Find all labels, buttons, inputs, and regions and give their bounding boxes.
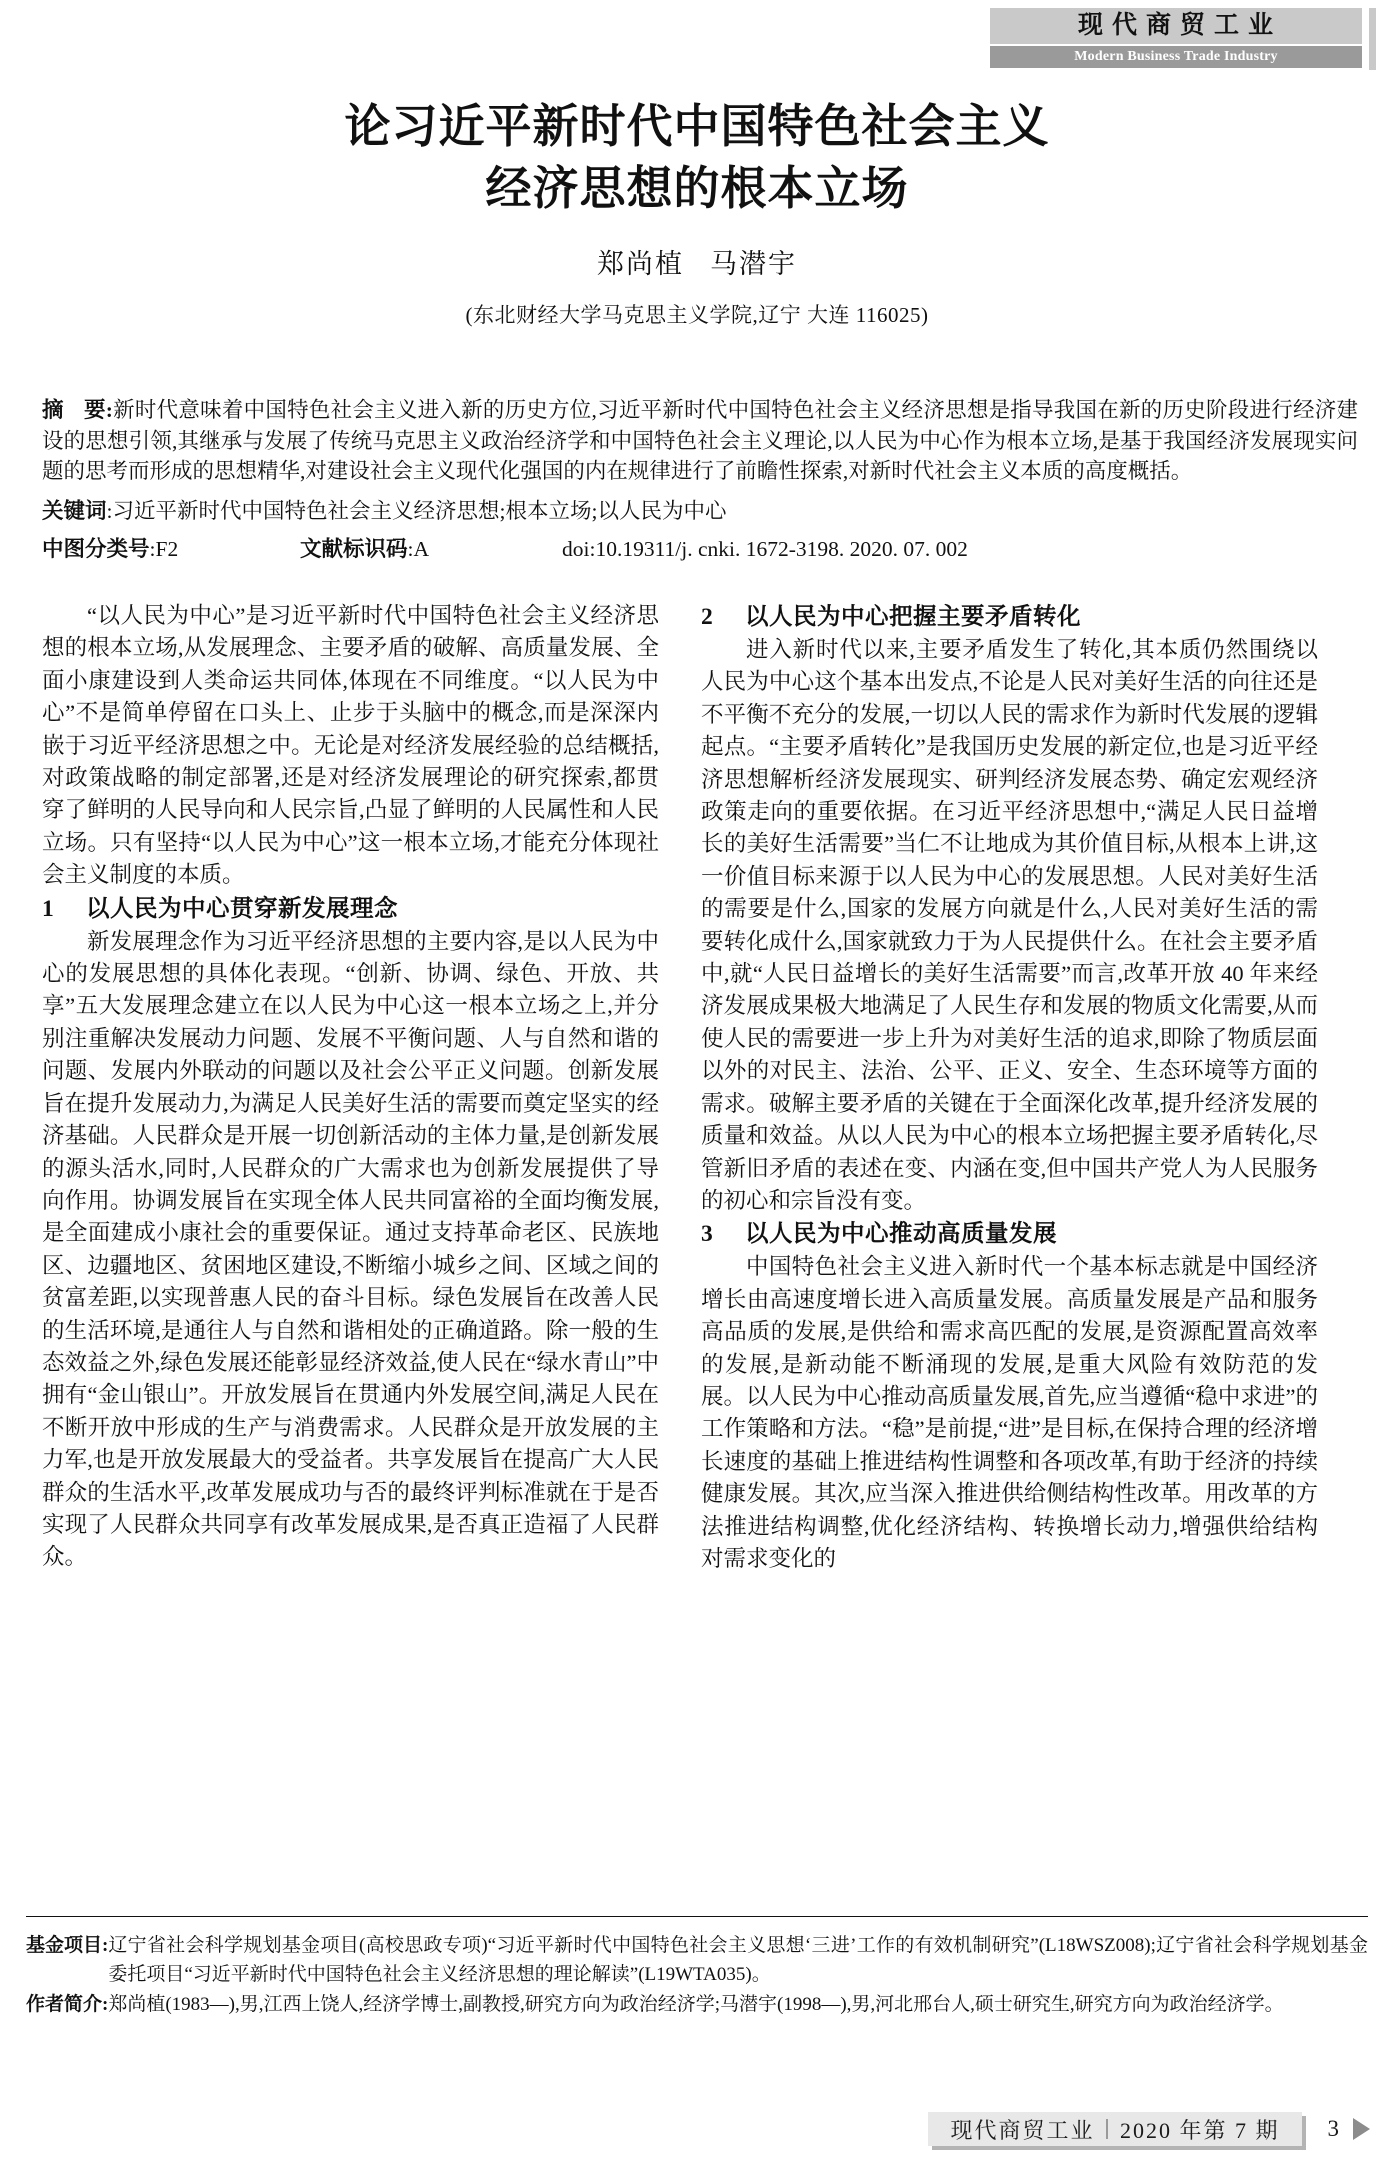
page-footer (0, 2105, 1394, 2153)
footer-journal-name: 现代商贸工业 (950, 2117, 1095, 2143)
footnote-divider (26, 1916, 1368, 1917)
clc-number (42, 534, 300, 565)
section-heading-text: 以人民为中心把握主要矛盾转化 (745, 604, 1081, 630)
journal-masthead (990, 8, 1376, 70)
abstract-label-char-1: 摘 (42, 398, 64, 422)
abstract-text: 新时代意味着中国特色社会主义进入新的历史方位,习近平新时代中国特色社会主义经济思想是指导我国在新的历史阶段进行经济建设的思想引领,其继承与发展了传统马克思主义政治经济学和中国特色社会主义理论,以人民为中心作为根本立场,是基于我国经济发展现实问题的思考而形成的思想精华,对建设社会主义现代化强国的内在规律进行了前瞻性探索,对新时代社会主义本质的高度概括。 (42, 398, 1358, 483)
section-heading (701, 600, 1318, 634)
title-line-2: 经济思想的根本立场 (485, 163, 909, 214)
column-left (42, 600, 659, 1890)
clc-label: 中图分类号 (42, 536, 150, 561)
section-number: 1 (42, 895, 55, 922)
section-heading-text: 以人民为中心贯穿新发展理念 (86, 895, 398, 922)
author-name-1: 郑尚植 (597, 249, 684, 279)
body-paragraph: “以人民为中心”是习近平新时代中国特色社会主义经济思想的根本立场,从发展理念、主要矛盾的破解、高质量发展、全面小康建设到人类命运共同体,体现在不同维度。“以人民为中心”不是简单停留在口头上、止步于头脑中的概念,而是深深内嵌于习近平经济思想之中。无论是对经济发展经验的总结概括,对政策战略的制定部署,还是对经济发展理论的研究探索,都贯穿了鲜明的人民导向和人民宗旨,凸显了鲜明的人民属性和人民立场。只有坚持“以人民为中心”这一根本立场,才能充分体现社会主义制度的本质。 (42, 603, 659, 888)
footnote-text: 郑尚植(1983—),男,江西上饶人,经济学博士,副教授,研究方向为政治经济学;马潜宇(1998—),男,河北邢台人,硕士研究生,研究方向为政治经济学。 (108, 1994, 1284, 2015)
footer-band (928, 2112, 1301, 2146)
keywords-colon: : (106, 498, 113, 523)
document-code-value: :A (407, 536, 430, 561)
keywords-line (42, 496, 1358, 527)
doi-value: doi:10.19311/j. cnki. 1672-3198. 2020. 07. 002 (562, 536, 968, 561)
section-heading (701, 1217, 1318, 1251)
footnote-entry (26, 1932, 1368, 1989)
footer-divider (1106, 2119, 1108, 2139)
clc-value: :F2 (149, 536, 179, 561)
triangle-right-icon (1353, 2118, 1370, 2140)
author-list (60, 242, 1334, 281)
abstract-label (42, 398, 113, 422)
abstract-paragraph (42, 395, 1358, 487)
masthead-title-en: Modern Business Trade Industry (990, 46, 1362, 68)
title-line-1: 论习近平新时代中国特色社会主义 (344, 101, 1050, 152)
author-affiliation: (东北财经大学马克思主义学院,辽宁 大连 116025) (465, 303, 929, 327)
body-paragraph: 新发展理念作为习近平经济思想的主要内容,是以人民为中心的发展思想的具体化表现。“创新、协调、绿色、开放、共享”五大发展理念建立在以人民为中心这一根本立场之上,并分别注重解决发展动力问题、发展不平衡问题、人与自然和谐的问题、发展内外联动的问题以及社会公平正义问题。创新发展旨在提升发展动力,为满足人民美好生活的需要而奠定坚实的经济基础。人民群众是开展一切创新活动的主体力量,是创新发展的源头活水,同时,人民群众的广大需求也为创新发展提供了导向作用。协调发展旨在实现全体人民共同富裕的全面均衡发展,是全面建成小康社会的重要保证。通过支持革命老区、民族地区、边疆地区、贫困地区建设,不断缩小城乡之间、区域之间的贫富差距,以实现普惠人民的奋斗目标。绿色发展旨在改善人民的生活环境,是通往人与自然和谐相处的正确道路。除一般的生态效益之外,绿色发展还能彰显经济效益,使人民在“绿水青山”中拥有“金山银山”。开放发展旨在贯通内外发展空间,满足人民在不断开放中形成的生产与消费需求。人民群众是开放发展的主力军,也是开放发展最大的受益者。共享发展旨在提高广大人民群众的生活水平,改革发展成功与否的最终评判标准就在于是否实现了人民群众共同享有改革发展成果,是否真正造福了人民群众。 (42, 928, 659, 1570)
footer-issue: 2020 年第 7 期 (1119, 2117, 1280, 2143)
body-paragraph: 中国特色社会主义进入新时代一个基本标志就是中国经济增长由高速度增长进入高质量发展。高质量发展是产品和服务高品质的发展,是供给和需求高匹配的发展,是资源配置高效率的发展,是新动能不断涌现的发展,是重大风险有效防范的发展。以人民为中心推动高质量发展,首先,应当遵循“稳中求进”的工作策略和方法。“稳”是前提,“进”是目标,在保持合理的经济增长速度的基础上推进结构性调整和各项改革,有助于经济的持续健康发展。其次,应当深入推进供给侧结构性改革。用改革的方法推进结构调整,优化经济结构、转换增长动力,增强供给结构对需求变化的 (701, 1254, 1318, 1571)
masthead-title-cn: 现代商贸工业 (990, 8, 1362, 44)
section-number: 2 (701, 604, 714, 630)
column-right (701, 600, 1318, 1890)
author-name-2: 马潜宇 (710, 249, 797, 279)
abstract-colon: : (105, 398, 113, 422)
article-body (42, 600, 1358, 1890)
document-code (300, 534, 562, 565)
document-code-label: 文献标识码 (300, 536, 408, 561)
title-block (60, 96, 1334, 329)
body-paragraph: 进入新时代以来,主要矛盾发生了转化,其本质仍然围绕以人民为中心这个基本出发点,不论是人民对美好生活的向往还是不平衡不充分的发展,一切以人民的需求作为新时代发展的逻辑起点。“主要矛盾转化”是我国历史发展的新定位,也是习近平经济思想解析经济发展现实、研判经济发展态势、确定宏观经济政策走向的重要依据。在习近平经济思想中,“满足人民日益增长的美好生活需要”当仁不让地成为其价值目标,从根本上讲,这一价值目标来源于以人民为中心的发展思想。人民对美好生活的需要是什么,国家的发展方向就是什么,人民对美好生活的需要转化成什么,国家就致力于为人民提供什么。在社会主要矛盾中,就“人民日益增长的美好生活需要”而言,改革开放 40 年来经济发展成果极大地满足了人民生存和发展的物质文化需要,从而使人民的需要进一步上升为对美好生活的追求,即除了物质层面以外的对民主、法治、公平、正义、安全、生态环境等方面的需求。破解主要矛盾的关键在于全面深化改革,提升经济发展的质量和效益。从以人民为中心的根本立场把握主要矛盾转化,尽管新旧矛盾的表述在变、内涵在变,但中国共产党人为人民服务的初心和宗旨没有变。 (701, 637, 1318, 1213)
footnote-entry (26, 1991, 1368, 2020)
keywords-label: 关键词 (42, 498, 107, 523)
footnote-text: 辽宁省社会科学规划基金项目(高校思政专项)“习近平新时代中国特色社会主义思想‘三进’工作的有效机制研究”(L18WSZ008);辽宁省社会科学规划基金委托项目“习近平新时代中国特色社会主义经济思想的理论解读”(L19WTA035)。 (108, 1935, 1368, 1985)
metadata-block (42, 395, 1358, 565)
footnote-label: 作者简介: (26, 1994, 109, 2015)
page-title (60, 96, 1334, 220)
keywords-text: 习近平新时代中国特色社会主义经济思想;根本立场;以人民为中心 (112, 498, 727, 523)
footnotes-block (26, 1932, 1368, 2022)
section-number: 3 (701, 1221, 714, 1248)
footnote-label: 基金项目: (26, 1935, 109, 1956)
abstract-label-char-2: 要 (83, 398, 106, 422)
section-heading (42, 892, 659, 926)
classification-line (42, 534, 1358, 565)
section-heading-text: 以人民为中心推动高质量发展 (745, 1221, 1057, 1248)
page-number: 3 (1327, 2116, 1339, 2141)
